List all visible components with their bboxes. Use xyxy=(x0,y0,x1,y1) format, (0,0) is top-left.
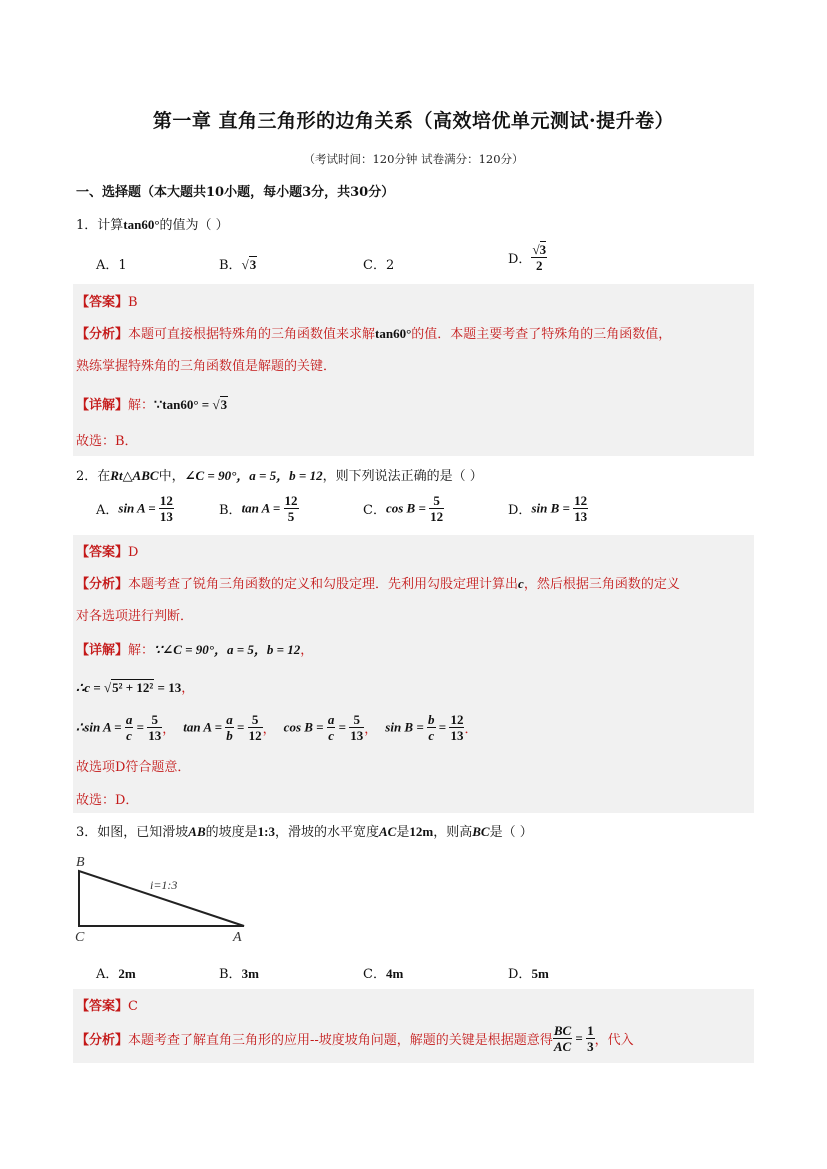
analysis-label: 【分析】 xyxy=(76,577,129,592)
q1-detail-sqrt: √3 xyxy=(212,397,228,412)
q1-choose: 故选：B． xyxy=(76,434,138,449)
q3-analysis-text-2: ，代入 xyxy=(594,1033,634,1048)
q1-option-b-label: B． xyxy=(219,258,242,273)
vertex-a-label: A xyxy=(233,930,242,945)
q3-option-d-value: 5m xyxy=(531,966,549,981)
q1-stem-text-end: 的值为（ ） xyxy=(159,218,229,233)
q2-detail-math: ∵∠C = 90°，a = 5，b = 12 xyxy=(154,642,301,657)
q2-stem-text: 2．在 xyxy=(76,469,111,484)
q2-conclusion: 故选项D符合题意． xyxy=(76,760,191,775)
q2-analysis-line-1 xyxy=(76,573,680,592)
slope-ratio-label: i=1:3 xyxy=(150,878,178,892)
q2-choose: 故选：D． xyxy=(76,793,139,808)
q3-analysis xyxy=(76,1024,634,1053)
q2-option-b xyxy=(219,494,299,523)
fraction-denominator: 12 xyxy=(248,728,262,743)
q2-option-d-label: D． xyxy=(508,503,532,518)
q3-option-c-label: C． xyxy=(363,967,386,982)
q2-step-2-sep: ， xyxy=(181,681,195,696)
q2-option-c-fraction xyxy=(429,494,444,523)
q1-analysis-text-2: 的值．本题主要考查了特殊角的三角函数值， xyxy=(411,327,672,342)
q2-analysis-line-2: 对各选项进行判断． xyxy=(76,609,194,624)
q2-stem-math-2: ∠C = 90°，a = 5，b = 12 xyxy=(184,468,323,483)
q2-step-3-symbolic-fraction xyxy=(225,713,234,742)
q2-answer xyxy=(76,541,138,560)
fraction-numerator: a xyxy=(125,712,133,727)
q2-option-c-fn: cos B = xyxy=(385,500,430,516)
q2-option-d-denominator: 13 xyxy=(574,509,588,524)
q3-option-d-label: D． xyxy=(508,967,532,982)
q1-analysis-text: 本题可直接根据特殊角的三角函数值来求解 xyxy=(128,327,376,342)
analysis-label: 【分析】 xyxy=(76,1033,129,1048)
q3-analysis-denominator: AC xyxy=(553,1039,572,1054)
q2-stem-text-3: ，则下列说法正确的是（ ） xyxy=(322,469,483,484)
q3-option-c-value: 4m xyxy=(385,966,404,981)
q3-stem-math-ratio: 1:3 xyxy=(257,824,275,839)
q3-answer-value: C xyxy=(128,999,138,1014)
q3-option-a-value: 2m xyxy=(118,966,136,981)
q1-detail-math: ∵tan60° = xyxy=(154,397,213,412)
q2-detail-sep: ， xyxy=(300,643,314,658)
vertex-b-label: B xyxy=(76,855,85,870)
fraction-denominator: c xyxy=(428,728,435,743)
separator: ． xyxy=(464,722,478,737)
separator: ， xyxy=(364,722,378,737)
fraction-numerator: a xyxy=(226,712,233,727)
q2-option-a-numerator: 12 xyxy=(159,493,173,508)
section-heading: 一、选择题（本大题共10小题，每小题3分，共30分） xyxy=(76,185,395,200)
q3-analysis-equals: = xyxy=(572,1030,587,1046)
q2-step-3-fn: sin B = xyxy=(385,719,428,735)
equals-sign: = xyxy=(435,719,450,735)
q2-step-2-lhs: ∴c = xyxy=(76,680,104,695)
q2-step-2-result: = 13 xyxy=(154,680,182,695)
q3-option-b xyxy=(219,963,259,982)
q2-step-3-fn: cos B = xyxy=(283,719,327,735)
fraction-numerator: a xyxy=(327,712,335,727)
q1-option-d-label: D． xyxy=(508,252,532,267)
q3-slope-figure xyxy=(70,852,260,948)
fraction-denominator: 13 xyxy=(450,728,464,743)
answer-label: 【答案】 xyxy=(76,999,129,1014)
q2-option-b-numerator: 12 xyxy=(284,493,298,508)
q3-stem-math-ab: AB xyxy=(188,824,206,839)
q3-option-a xyxy=(96,963,136,982)
q3-analysis-fraction-2 xyxy=(586,1024,595,1053)
q3-analysis-numerator-2: 1 xyxy=(587,1023,594,1038)
q2-option-b-fraction xyxy=(284,494,299,523)
fraction-numerator: 5 xyxy=(248,713,263,728)
q3-analysis-text: 本题考查了解直角三角形的应用--坡度坡角问题，解题的关键是根据题意得 xyxy=(128,1033,553,1048)
q2-answer-value: D xyxy=(128,545,139,560)
q1-answer-value: B xyxy=(128,295,138,310)
equals-sign: = xyxy=(335,719,350,735)
q1-analysis-math: tan60° xyxy=(375,326,412,341)
q2-option-a xyxy=(96,494,174,523)
fraction-denominator: b xyxy=(226,728,233,743)
q2-option-a-fn: sin A = xyxy=(118,500,159,516)
detail-label: 【详解】 xyxy=(76,643,129,658)
answer-label: 【答案】 xyxy=(76,545,129,560)
page-title: 第一章 直角三角形的边角关系（高效培优单元测试·提升卷） xyxy=(152,110,675,132)
q2-option-b-fn: tan A = xyxy=(241,500,284,516)
fraction-numerator: b xyxy=(428,712,435,727)
q3-option-d xyxy=(508,963,549,982)
q3-analysis-fraction xyxy=(553,1024,572,1053)
q1-option-b-radicand: 3 xyxy=(249,257,257,272)
q2-option-b-label: B． xyxy=(219,503,242,518)
equals-sign: = xyxy=(233,719,248,735)
q2-detail-text: 解： xyxy=(128,643,155,658)
q3-answer xyxy=(76,995,138,1014)
q3-stem-text-3: ，滑坡的水平宽度 xyxy=(274,825,379,840)
q3-stem-text-5: ，则高 xyxy=(433,825,473,840)
q2-analysis-text-2: ，然后根据三角函数的定义 xyxy=(523,577,680,592)
q3-analysis-numerator: BC xyxy=(553,1023,572,1038)
q2-step-3-numeric-fraction xyxy=(248,713,263,742)
q2-step-3-numeric-fraction xyxy=(147,713,162,742)
vertex-c-label: C xyxy=(75,930,85,945)
fraction-denominator: 13 xyxy=(148,728,162,743)
q2-option-a-label: A． xyxy=(96,503,119,518)
q2-detail xyxy=(76,639,313,658)
separator: ， xyxy=(262,722,276,737)
q2-step-3-numeric-fraction xyxy=(449,713,464,742)
q2-step-2-sqrt: √5² + 12² xyxy=(103,680,154,695)
q2-option-a-denominator: 13 xyxy=(159,509,173,524)
q1-option-c: C．2 xyxy=(363,258,395,273)
q1-detail xyxy=(76,394,228,413)
analysis-label: 【分析】 xyxy=(76,327,129,342)
q1-option-b xyxy=(219,254,257,273)
q2-step-3-symbolic-fraction xyxy=(427,713,436,742)
separator: ， xyxy=(162,722,176,737)
q2-option-d xyxy=(508,494,588,523)
q2-option-c-label: C． xyxy=(363,503,386,518)
q3-option-a-label: A． xyxy=(96,967,119,982)
q1-answer xyxy=(76,291,138,310)
q1-option-a: A．1 xyxy=(96,258,127,273)
q1-option-d-radicand: 3 xyxy=(539,242,547,257)
q3-stem-text-6: 是（ ） xyxy=(489,825,533,840)
q3-stem-text-2: 的坡度是 xyxy=(205,825,258,840)
q1-option-d xyxy=(508,243,547,272)
q2-step-3 xyxy=(76,713,485,742)
q1-option-d-denominator: 2 xyxy=(536,258,543,273)
q2-step-2-radicand: 5² + 12² xyxy=(112,680,154,695)
q2-option-c xyxy=(363,494,444,523)
q2-option-d-fraction xyxy=(573,494,588,523)
fraction-denominator: 13 xyxy=(350,728,364,743)
q2-step-3-numeric-fraction xyxy=(349,713,364,742)
q2-option-b-denominator: 5 xyxy=(287,509,295,524)
q1-option-b-sqrt: √3 xyxy=(241,257,257,272)
q1-option-d-numerator: √3 xyxy=(532,242,547,257)
fraction-numerator: 5 xyxy=(349,713,364,728)
fraction-numerator: 12 xyxy=(450,712,464,727)
q3-option-b-label: B． xyxy=(219,967,242,982)
fraction-numerator: 5 xyxy=(147,713,162,728)
question-1-stem xyxy=(76,214,229,233)
q3-analysis-denominator-2: 3 xyxy=(587,1039,594,1054)
q2-stem-text-2: 中， xyxy=(158,469,185,484)
detail-label: 【详解】 xyxy=(76,398,129,413)
q3-stem-text: 3．如图，已知滑坡 xyxy=(76,825,189,840)
q3-stem-text-4: 是 xyxy=(396,825,410,840)
question-3-stem xyxy=(76,821,533,840)
q2-option-d-fn: sin B = xyxy=(531,500,574,516)
q2-step-3-fn: ∴sin A = xyxy=(76,719,125,735)
q1-stem-text: 1．计算 xyxy=(76,218,124,233)
fraction-denominator: c xyxy=(328,728,334,743)
q3-stem-math-bc: BC xyxy=(472,824,490,839)
q1-detail-text: 解： xyxy=(128,398,155,413)
q2-step-2 xyxy=(76,677,194,696)
answer-label: 【答案】 xyxy=(76,295,129,310)
q2-option-a-fraction xyxy=(159,494,174,523)
q2-option-c-numerator: 5 xyxy=(429,494,444,509)
q2-analysis-math: c xyxy=(518,576,524,591)
page-subtitle: （考试时间：120分钟 试卷满分：120分） xyxy=(303,152,524,166)
q1-stem-math: tan60° xyxy=(123,217,160,232)
q3-option-b-value: 3m xyxy=(241,966,259,981)
q2-step-3-fn: tan A = xyxy=(183,719,226,735)
fraction-denominator: c xyxy=(126,728,132,743)
q2-analysis-text: 本题考查了锐角三角函数的定义和勾股定理．先利用勾股定理计算出 xyxy=(128,577,519,592)
q1-option-d-fraction xyxy=(531,243,547,272)
q2-option-c-denominator: 12 xyxy=(430,509,444,524)
q2-option-d-numerator: 12 xyxy=(574,493,588,508)
question-2-stem xyxy=(76,465,483,484)
equals-sign: = xyxy=(133,719,148,735)
q1-detail-radicand: 3 xyxy=(220,397,228,412)
q3-stem-math-width: 12m xyxy=(409,824,434,839)
q3-stem-math-ac: AC xyxy=(379,824,397,839)
q3-option-c xyxy=(363,963,403,982)
q1-analysis-line-1 xyxy=(76,323,671,342)
q1-analysis-line-2: 熟练掌握特殊角的三角函数值是解题的关键． xyxy=(76,359,337,374)
q2-stem-math-1: Rt△ABC xyxy=(110,468,159,483)
